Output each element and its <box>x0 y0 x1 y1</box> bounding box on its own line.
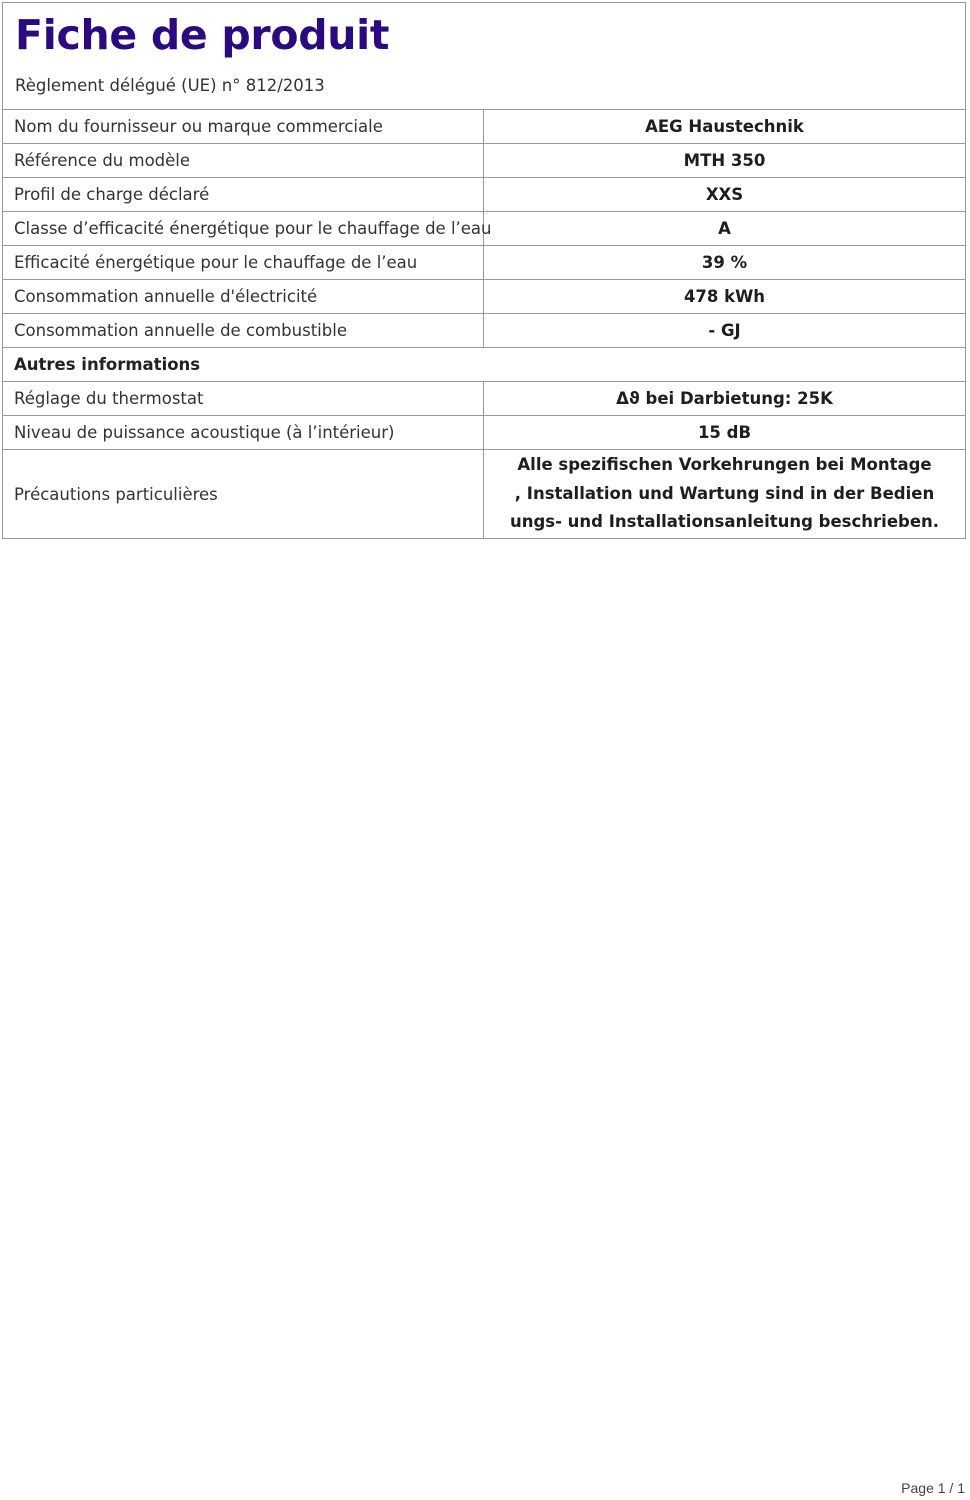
row-label: Réglage du thermostat <box>3 382 484 415</box>
row-value: AEG Haustechnik <box>645 117 804 136</box>
page-title: Fiche de produit <box>15 11 390 59</box>
precautions-line: Alle spezifischen Vorkehrungen bei Montage <box>517 455 932 475</box>
table-row-efficiency <box>3 246 965 280</box>
row-value: - GJ <box>708 321 741 340</box>
precautions-line: ungs- und Installationsanleitung beschrieben. <box>509 512 940 532</box>
row-label: Profil de charge déclaré <box>3 178 484 211</box>
row-label: Référence du modèle <box>3 144 484 177</box>
row-label: Précautions particulières <box>3 450 484 538</box>
precautions-text <box>510 451 939 537</box>
table-row-efficiency-class <box>3 212 965 246</box>
table-row-supplier <box>3 110 965 144</box>
row-value: Δϑ bei Darbietung: 25K <box>616 389 833 408</box>
row-value: 478 kWh <box>683 287 766 306</box>
row-value: 15 dB <box>697 423 752 442</box>
section-label: Autres informations <box>14 355 201 374</box>
row-value: XXS <box>705 185 744 204</box>
row-label: Classe d’efficacité énergétique pour le chauffage de l’eau <box>3 212 484 245</box>
regulation-subtitle: Règlement délégué (UE) n° 812/2013 <box>15 76 325 95</box>
table-row-model <box>3 144 965 178</box>
table-row-precautions <box>3 450 965 538</box>
table-row-thermostat <box>3 382 965 416</box>
row-label: Niveau de puissance acoustique (à l’intérieur) <box>3 416 484 449</box>
row-value: 39 % <box>701 253 748 272</box>
page-number: Page 1 / 1 <box>901 1480 965 1496</box>
product-sheet <box>2 2 966 539</box>
table-row-fuel <box>3 314 965 348</box>
row-label: Efficacité énergétique pour le chauffage de l’eau <box>3 246 484 279</box>
table-row-electricity <box>3 280 965 314</box>
section-header-other-info <box>3 348 965 382</box>
row-label: Consommation annuelle d'électricité <box>3 280 484 313</box>
table-row-sound-power <box>3 416 965 450</box>
row-value: A <box>718 219 731 238</box>
row-label: Consommation annuelle de combustible <box>3 314 484 347</box>
sheet-header <box>3 3 965 110</box>
row-label: Nom du fournisseur ou marque commerciale <box>3 110 484 143</box>
row-value: MTH 350 <box>683 151 766 170</box>
row-value <box>484 450 965 538</box>
table-row-load-profile <box>3 178 965 212</box>
precautions-line: , Installation und Wartung sind in der Bedien <box>514 483 935 503</box>
